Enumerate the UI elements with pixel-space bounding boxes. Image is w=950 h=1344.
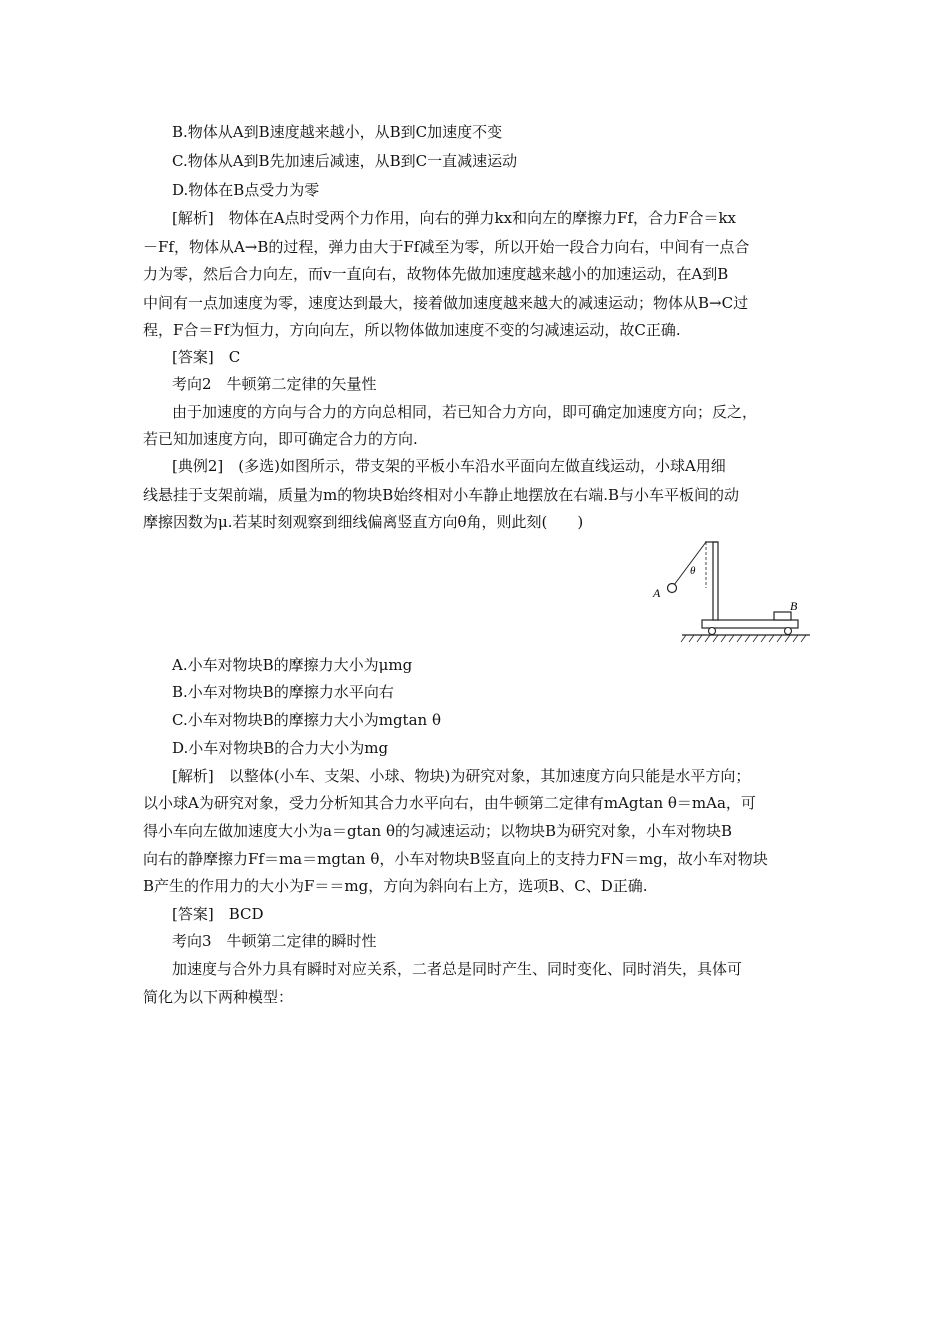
text-line: B产生的作用力的大小为F＝＝mg，方向为斜向右上方，选项B、C、D正确. [143,877,648,895]
text-line: [解析] 物体在A点时受两个力作用，向右的弹力kx和向左的摩擦力Ff，合力F合＝kx [172,209,737,227]
cart-pendulum-figure [650,540,810,645]
text-line: B.物体从A到B速度越来越小，从B到C加速度不变 [172,123,503,141]
text-line: 由于加速度的方向与合力的方向总相同，若已知合力方向，即可确定加速度方向；反之， [172,403,758,421]
text-line: [典例2] (多选)如图所示，带支架的平板小车沿水平面向左做直线运动，小球A用细 [172,457,726,475]
support-pole [713,542,718,620]
text-line: [答案] BCD [172,905,264,923]
cart-platform [702,620,798,628]
text-line: 考向2 牛顿第二定律的矢量性 [172,375,377,393]
cart-wheel-left [709,628,716,635]
text-line: 摩擦因数为μ.若某时刻观察到细线偏离竖直方向θ角，则此刻( ) [143,513,584,531]
text-line: A.小车对物块B的摩擦力大小为μmg [172,656,413,674]
text-line: C.物体从A到B先加速后减速，从B到C一直减速运动 [172,152,518,170]
text-line: 得小车向左做加速度大小为a＝gtan θ的匀减速运动；以物块B为研究对象，小车对物块B [143,822,733,840]
text-line: B.小车对物块B的摩擦力水平向右 [172,683,394,701]
text-line: －Ff，物体从A→B的过程，弹力由大于Ff减至为零，所以开始一段合力向右，中间有一点合 [143,238,750,256]
text-line: 向右的静摩擦力Ff＝ma＝mgtan θ，小车对物块B竖直向上的支持力FN＝mg，故小车对物块 [143,850,768,868]
text-line: 线悬挂于支架前端，质量为m的物块B始终相对小车静止地摆放在右端.B与小车平板间的动 [143,486,740,504]
text-line: 考向3 牛顿第二定律的瞬时性 [172,932,377,950]
block-b [774,612,791,620]
text-line: 若已知加速度方向，即可确定合力的方向. [143,430,418,448]
text-line: D.物体在B点受力为零 [172,181,320,199]
ball-a [668,584,677,593]
theta-label: θ [690,565,696,577]
text-line: 以小球A为研究对象，受力分析知其合力水平向右，由牛顿第二定律有mAgtan θ＝mAa，可 [143,794,756,812]
text-line: 中间有一点加速度为零，速度达到最大，接着做加速度越来越大的减速运动；物体从B→C过 [143,294,749,312]
text-line: [答案] C [172,348,241,366]
text-line: 简化为以下两种模型： [143,988,294,1006]
ball-a-label: A [653,586,661,600]
text-line: D.小车对物块B的合力大小为mg [172,739,389,757]
text-line: 程，F合＝Ff为恒力，方向向左，所以物体做加速度不变的匀减速运动，故C正确. [143,321,681,339]
text-line: 加速度与合外力具有瞬时对应关系，二者总是同时产生、同时变化、同时消失，具体可 [172,960,743,978]
pendulum-string [674,542,706,585]
cart-wheel-right [785,628,792,635]
text-line: 力为零，然后合力向左，而v一直向右，故物体先做加速度越来越小的加速运动，在A到B [143,265,729,283]
text-line: [解析] 以整体(小车、支架、小球、物块)为研究对象，其加速度方向只能是水平方向； [172,767,751,785]
block-b-label: B [790,599,798,613]
text-line: C.小车对物块B的摩擦力大小为mgtan θ [172,711,441,729]
ground-hatch [681,635,806,642]
